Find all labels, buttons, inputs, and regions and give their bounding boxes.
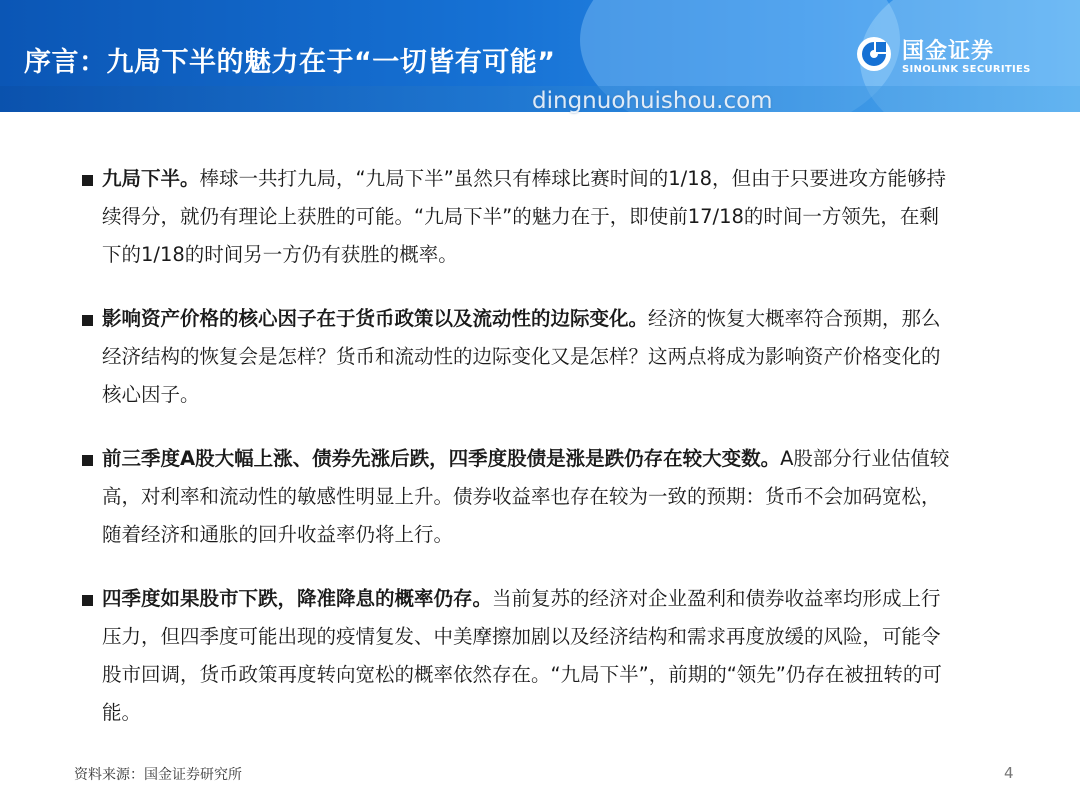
bullet-item [80,440,950,554]
logo-chinese-name: 国金证券 [902,39,995,64]
bullet-item [80,160,950,274]
bullet-lead: 四季度如果股市下跌，降准降息的概率仍存。 [102,587,493,610]
bullet-item [80,580,950,732]
source-note: 资料来源：国金证券研究所 [74,767,242,783]
bullet-square-icon [82,315,93,326]
bullet-text: 经济的恢复大概率符合预期，那么经济结构的恢复会是怎样？货币和流动性的边际变化又是怎样？这两点将成为影响资产价格变化的核心因子。 [102,307,941,406]
bullet-lead: 前三季度A股大幅上涨、债券先涨后跌，四季度股债是涨是跌仍存在较大变数。 [102,447,781,470]
page-title: 序言：九局下半的魅力在于“一切皆有可能” [24,47,556,78]
company-logo [856,34,1056,84]
bullet-text: 当前复苏的经济对企业盈利和债券收益率均形成上行压力，但四季度可能出现的疫情复发、中美摩擦加剧以及经济结构和需求再度放缓的风险，可能令股市回调，货币政策再度转向宽松的概率依然存在。“九局下半”，前期的“领先”仍存在被扭转的可能。 [102,587,942,724]
bullet-lead: 九局下半。 [102,167,200,190]
bullet-text: A股部分行业估值较高，对利率和流动性的敏感性明显上升。债券收益率也存在较为一致的预期：货币不会加码宽松，随着经济和通胀的回升收益率仍将上行。 [102,447,950,546]
bullet-square-icon [82,175,93,186]
bullet-lead: 影响资产价格的核心因子在于货币政策以及流动性的边际变化。 [102,307,649,330]
watermark: dingnuohuishou.com [532,88,773,114]
bullet-square-icon [82,455,93,466]
sinolink-logo-icon [856,36,892,72]
bullet-item [80,300,950,414]
page-number: 4 [1004,764,1014,782]
bullet-text: 棒球一共打九局，“九局下半”虽然只有棒球比赛时间的1/18，但由于只要进攻方能够持续得分，就仍有理论上获胜的可能。“九局下半”的魅力在于，即使前17/18的时间一方领先，在剩下的1/18的时间另一方仍有获胜的概率。 [102,167,947,266]
logo-english-name: SINOLINK SECURITIES [902,64,1031,75]
bullet-list [80,160,950,758]
bullet-square-icon [82,595,93,606]
